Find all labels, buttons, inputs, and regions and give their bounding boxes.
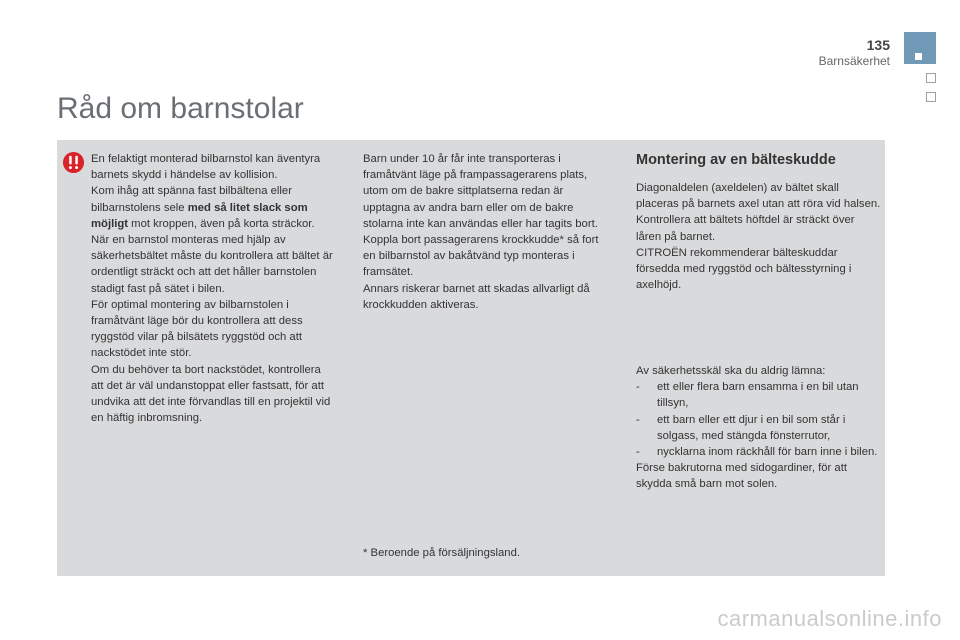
paragraph: När en barnstol monteras med hjälp av säkerhetsbältet måste du kontrollera att bältet är ordentligt sträckt och att det håller barnstolen stadigt fast på sätet i bilen. [91, 234, 333, 295]
paragraph: Kontrollera att bältets höftdel är sträckt över låren på barnet. [636, 214, 855, 243]
safety-list [636, 379, 882, 460]
chapter-tab[interactable] [926, 92, 936, 102]
paragraph: Koppla bort passagerarens krockkudde* så fort en bilbarnstol av bakåtvänd typ monteras i framsätet. [363, 234, 599, 279]
chapter-tab[interactable] [926, 73, 936, 83]
watermark: carmanualsonline.info [717, 606, 942, 631]
paragraph: Diagonaldelen (axeldelen) av bältet skall placeras på barnets axel utan att röra vid halsen. [636, 182, 881, 211]
paragraph: CITROËN rekommenderar bälteskuddar försedda med ryggstöd och bältesstyrning i axelhöjd. [636, 246, 852, 292]
list-item: - nycklarna inom räckhåll för barn inne i bilen. [636, 444, 882, 460]
emphasis: med så litet slack som möjligt [91, 201, 308, 230]
chapter-tab-active[interactable] [904, 32, 936, 64]
tab-square-icon [915, 53, 922, 60]
paragraph: Av säkerhetsskäl ska du aldrig lämna: [636, 365, 826, 377]
paragraph: Om du behöver ta bort nackstödet, kontrollera att det är väl undanstoppat eller fastsatt, för att undvika att det inte förvandlas till en projektil vid en häftig inbromsning. [91, 363, 331, 425]
page-title: Råd om barnstolar [57, 92, 304, 125]
warning-icon [62, 151, 85, 174]
section-name: Barnsäkerhet [818, 54, 890, 68]
paragraph: En felaktigt monterad bilbarnstol kan äventyra barnets skydd i händelse av kollision. [91, 153, 321, 182]
paragraph: Kom ihåg att spänna fast bilbältena eller bilbarnstolens sele med så litet slack som möjligt mot kroppen, även på korta sträckor. [91, 185, 315, 230]
paragraph: Annars riskerar barnet att skadas allvarligt då krockkudden aktiveras. [363, 282, 590, 311]
warning-text-column [91, 151, 336, 426]
list-item: - ett eller flera barn ensamma i en bil utan tillsyn, [636, 379, 882, 411]
booster-text-column [636, 150, 882, 293]
page-number: 135 [866, 37, 890, 53]
footnote: * Beroende på försäljningsland. [363, 547, 521, 559]
list-item: - ett barn eller ett djur i en bil som står i solgass, med stängda fönsterrutor, [636, 412, 882, 444]
paragraph: För optimal montering av bilbarnstolen i framåtvänt läge bör du kontrollera att dess ryggstöd vilar på bilsätets ryggstöd och att nackstödet inte stör. [91, 298, 303, 360]
airbag-text-column [363, 151, 608, 313]
paragraph: Barn under 10 år får inte transporteras i framåtvänt läge på frampassagerarens plats, utom om de bakre sittplatserna redan är upptagna av andra barn eller om de bakre stolarna inte kan användas eller har tagits bort. [363, 153, 598, 230]
safety-text-column [636, 363, 882, 493]
paragraph: Förse bakrutorna med sidogardiner, för att skydda små barn mot solen. [636, 462, 847, 491]
section-heading: Montering av en bälteskudde [636, 152, 836, 168]
